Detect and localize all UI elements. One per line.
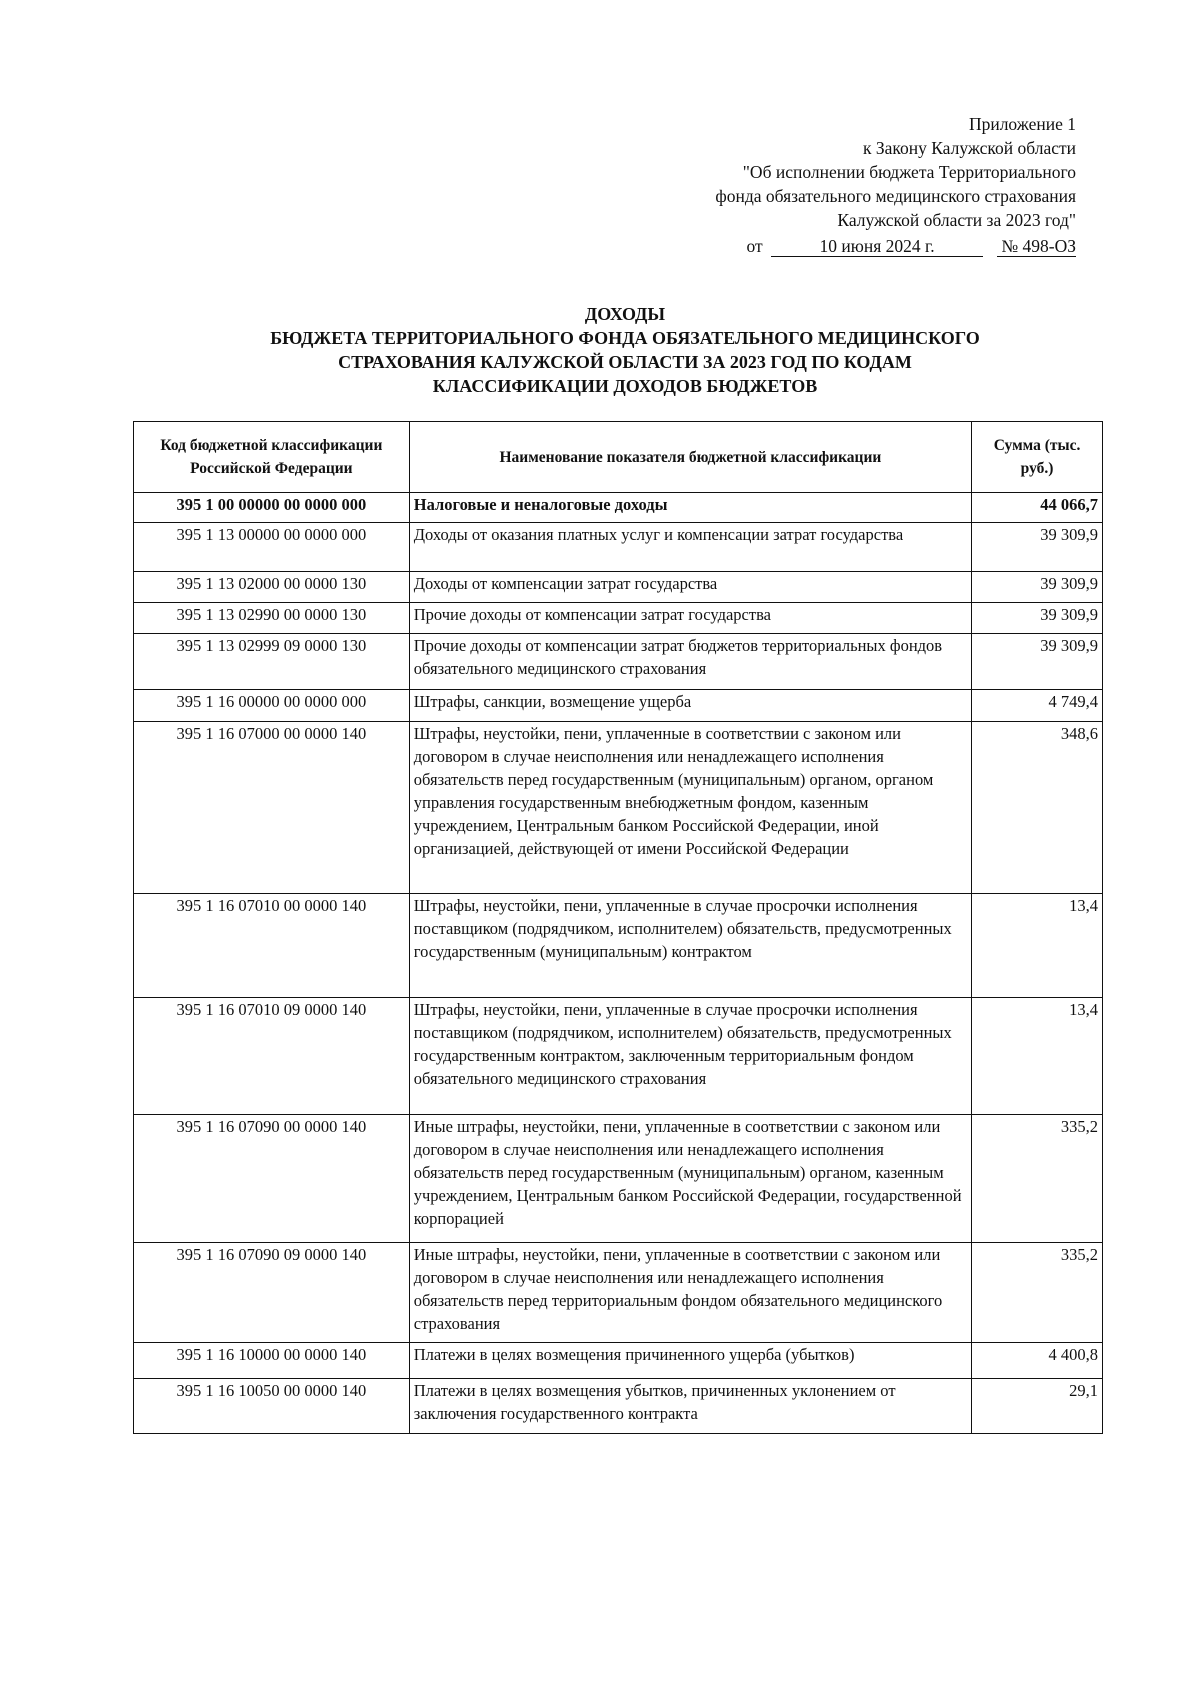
appendix-line: Калужской области за 2023 год" (837, 210, 1076, 230)
law-number: № 498-ОЗ (997, 236, 1076, 257)
row-name: Штрафы, неустойки, пени, уплаченные в соответствии с законом или договором в случае неисполнения или ненадлежащего исполнения обязательств перед государственным (муниципальным) органом, органом управления государственным внебюджетным фондом, казенным учреждением, Центральным банком Российской Федерации, иной организацией, действующей от имени Российской Федерации (409, 722, 971, 894)
title-line: КЛАССИФИКАЦИИ ДОХОДОВ БЮДЖЕТОВ (432, 376, 818, 396)
row-amount: 39 309,9 (972, 572, 1103, 603)
row-amount: 348,6 (972, 722, 1103, 894)
table-row (134, 1343, 1103, 1379)
row-code: 395 1 16 10000 00 0000 140 (134, 1343, 410, 1379)
row-name: Доходы от оказания платных услуг и компенсации затрат государства (409, 523, 971, 572)
table-row (134, 572, 1103, 603)
table-header-row (134, 422, 1103, 493)
row-name: Прочие доходы от компенсации затрат бюджетов территориальных фондов обязательного медицинского страхования (409, 634, 971, 690)
income-table (133, 421, 1103, 1434)
column-header-code: Код бюджетной классификации Российской Федерации (134, 422, 410, 493)
from-label: от (746, 236, 763, 256)
appendix-line: к Закону Калужской области (862, 138, 1076, 158)
row-name: Прочие доходы от компенсации затрат государства (409, 603, 971, 634)
row-amount: 13,4 (972, 894, 1103, 998)
row-code: 395 1 16 07010 00 0000 140 (134, 894, 410, 998)
row-amount: 39 309,9 (972, 523, 1103, 572)
appendix-line: Приложение 1 (968, 114, 1076, 134)
row-code: 395 1 13 02000 00 0000 130 (134, 572, 410, 603)
row-code: 395 1 13 02999 09 0000 130 (134, 634, 410, 690)
row-amount: 4 400,8 (972, 1343, 1103, 1379)
table-row (134, 894, 1103, 998)
row-name: Налоговые и неналоговые доходы (409, 493, 971, 523)
appendix-header (715, 112, 1076, 258)
appendix-line: "Об исполнении бюджета Территориального (742, 162, 1076, 182)
row-name: Иные штрафы, неустойки, пени, уплаченные в соответствии с законом или договором в случае неисполнения или ненадлежащего исполнения обязательств перед территориальным фондом обязательного медицинского страхования (409, 1243, 971, 1343)
row-code: 395 1 16 07090 00 0000 140 (134, 1115, 410, 1243)
row-code: 395 1 13 02990 00 0000 130 (134, 603, 410, 634)
table-row (134, 523, 1103, 572)
table-row (134, 634, 1103, 690)
law-date: 10 июня 2024 г. (771, 236, 983, 257)
row-code: 395 1 16 07010 09 0000 140 (134, 998, 410, 1115)
row-amount: 44 066,7 (972, 493, 1103, 523)
row-amount: 29,1 (972, 1379, 1103, 1434)
row-name: Штрафы, санкции, возмещение ущерба (409, 690, 971, 722)
table-row (134, 998, 1103, 1115)
row-code: 395 1 00 00000 00 0000 000 (134, 493, 410, 523)
row-amount: 13,4 (972, 998, 1103, 1115)
row-name: Штрафы, неустойки, пени, уплаченные в случае просрочки исполнения поставщиком (подрядчиком, исполнителем) обязательств, предусмотренных государственным (муниципальным) контрактом (409, 894, 971, 998)
table-row (134, 690, 1103, 722)
row-name: Штрафы, неустойки, пени, уплаченные в случае просрочки исполнения поставщиком (подрядчиком, исполнителем) обязательств, предусмотренных государственным контрактом, заключенным территориальным фондом обязательного медицинского страхования (409, 998, 971, 1115)
column-header-name: Наименование показателя бюджетной классификации (409, 422, 971, 493)
row-code: 395 1 16 07090 09 0000 140 (134, 1243, 410, 1343)
row-amount: 4 749,4 (972, 690, 1103, 722)
row-name: Платежи в целях возмещения убытков, причиненных уклонением от заключения государственного контракта (409, 1379, 971, 1434)
law-date-line (715, 234, 1076, 258)
row-amount: 335,2 (972, 1115, 1103, 1243)
row-amount: 335,2 (972, 1243, 1103, 1343)
row-name: Иные штрафы, неустойки, пени, уплаченные в соответствии с законом или договором в случае неисполнения или ненадлежащего исполнения обязательств перед государственным (муниципальным) органом, казенным учреждением, Центральным банком Российской Федерации, государственной корпорацией (409, 1115, 971, 1243)
appendix-line: фонда обязательного медицинского страхования (715, 186, 1076, 206)
column-header-amount: Сумма (тыс. руб.) (972, 422, 1103, 493)
row-name: Доходы от компенсации затрат государства (409, 572, 971, 603)
title-line: СТРАХОВАНИЯ КАЛУЖСКОЙ ОБЛАСТИ ЗА 2023 ГОД ПО КОДАМ (338, 352, 912, 372)
table-row (134, 722, 1103, 894)
row-name: Платежи в целях возмещения причиненного ущерба (убытков) (409, 1343, 971, 1379)
row-code: 395 1 16 10050 00 0000 140 (134, 1379, 410, 1434)
table-row (134, 493, 1103, 523)
row-code: 395 1 16 07000 00 0000 140 (134, 722, 410, 894)
table-row (134, 603, 1103, 634)
title-line: БЮДЖЕТА ТЕРРИТОРИАЛЬНОГО ФОНДА ОБЯЗАТЕЛЬНОГО МЕДИЦИНСКОГО (270, 328, 980, 348)
row-code: 395 1 13 00000 00 0000 000 (134, 523, 410, 572)
title-line: ДОХОДЫ (584, 304, 666, 324)
row-amount: 39 309,9 (972, 603, 1103, 634)
row-code: 395 1 16 00000 00 0000 000 (134, 690, 410, 722)
row-amount: 39 309,9 (972, 634, 1103, 690)
table-row (134, 1243, 1103, 1343)
document-title (160, 302, 1090, 398)
table-row (134, 1379, 1103, 1434)
table-row (134, 1115, 1103, 1243)
